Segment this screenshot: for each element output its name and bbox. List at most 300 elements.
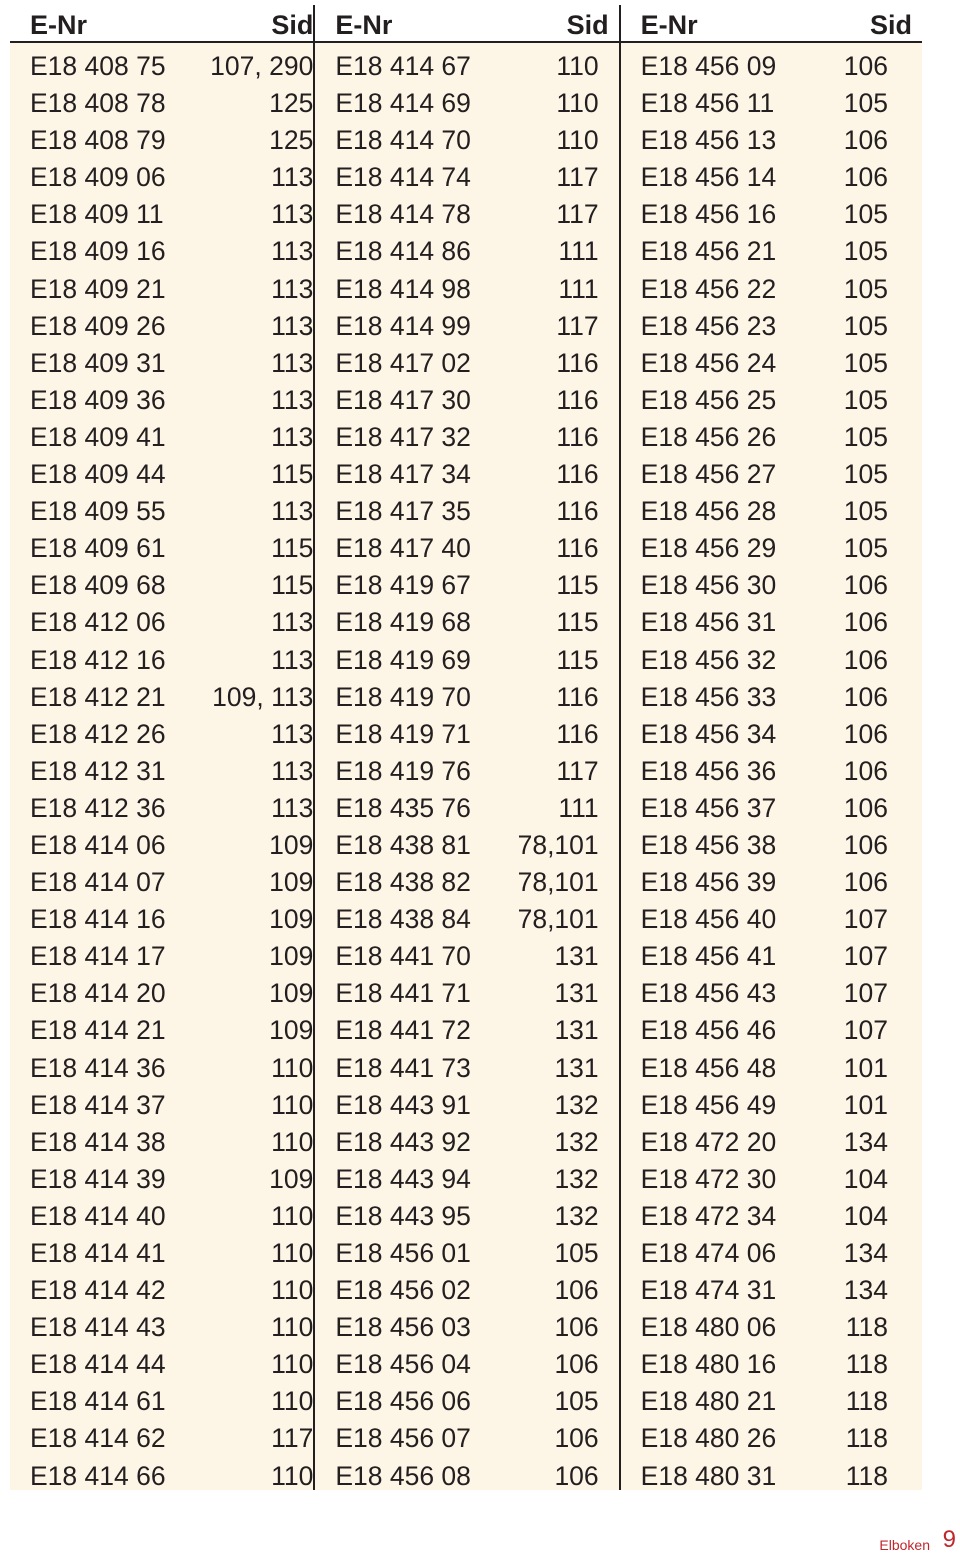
sid-value: 117 bbox=[556, 755, 599, 786]
table-row bbox=[10, 456, 313, 493]
sid-value: 115 bbox=[271, 533, 314, 564]
table-row bbox=[10, 1235, 313, 1272]
e-nr-value: E18 414 39 bbox=[30, 1163, 166, 1194]
e-nr-value: E18 456 03 bbox=[335, 1312, 471, 1343]
sid-value: 113 bbox=[271, 236, 314, 267]
e-nr-value: E18 456 23 bbox=[640, 310, 777, 341]
table-row bbox=[621, 679, 922, 716]
e-nr-value: E18 456 08 bbox=[335, 1460, 471, 1491]
e-nr-value: E18 480 21 bbox=[640, 1386, 777, 1417]
table-row bbox=[10, 1420, 313, 1457]
table-row bbox=[621, 1198, 922, 1235]
e-nr-value: E18 414 74 bbox=[335, 162, 471, 193]
header-sid-label: Sid bbox=[566, 10, 609, 40]
table-row bbox=[10, 1124, 313, 1161]
table-row bbox=[621, 233, 922, 270]
table-row bbox=[315, 716, 618, 753]
table-row bbox=[315, 901, 618, 938]
table-row bbox=[315, 1087, 618, 1124]
sid-value: 117 bbox=[556, 162, 599, 193]
table-row bbox=[621, 864, 922, 901]
sid-value: 105 bbox=[843, 421, 888, 452]
e-nr-value: E18 419 76 bbox=[335, 755, 471, 786]
table-row bbox=[621, 938, 922, 975]
table-row bbox=[10, 159, 313, 196]
e-nr-value: E18 456 30 bbox=[640, 570, 777, 601]
table-row bbox=[315, 679, 618, 716]
e-nr-value: E18 414 67 bbox=[335, 51, 471, 81]
e-nr-value: E18 419 69 bbox=[335, 644, 471, 675]
sid-value: 106 bbox=[843, 125, 888, 156]
sid-value: 115 bbox=[271, 570, 314, 601]
table-row bbox=[315, 1050, 618, 1087]
e-nr-value: E18 414 16 bbox=[30, 904, 166, 935]
e-nr-value: E18 414 78 bbox=[335, 199, 471, 230]
e-nr-value: E18 456 04 bbox=[335, 1349, 471, 1380]
sid-value: 78,101 bbox=[517, 829, 599, 860]
e-nr-value: E18 409 68 bbox=[30, 570, 166, 601]
table-row bbox=[10, 604, 313, 641]
sid-value: 105 bbox=[554, 1238, 599, 1268]
table-row bbox=[315, 48, 618, 85]
sid-value: 113 bbox=[271, 273, 314, 304]
sid-value: 113 bbox=[271, 421, 314, 452]
sid-value: 118 bbox=[845, 1386, 888, 1417]
sid-value: 132 bbox=[554, 1200, 599, 1231]
table-row bbox=[315, 1309, 618, 1346]
table-row bbox=[315, 493, 618, 530]
e-nr-value: E18 408 78 bbox=[30, 88, 166, 119]
e-nr-value: E18 456 25 bbox=[640, 384, 777, 415]
table-row bbox=[621, 1309, 922, 1346]
header-sid-label: Sid bbox=[271, 10, 314, 40]
e-nr-value: E18 456 39 bbox=[640, 867, 777, 898]
sid-value: 110 bbox=[271, 1052, 314, 1083]
table-row bbox=[621, 85, 922, 122]
table-row bbox=[621, 827, 922, 864]
table-row bbox=[621, 308, 922, 345]
e-nr-value: E18 412 06 bbox=[30, 607, 166, 638]
table-row bbox=[315, 233, 618, 270]
sid-value: 134 bbox=[843, 1238, 888, 1268]
e-nr-value: E18 409 06 bbox=[30, 162, 166, 193]
e-nr-value: E18 409 61 bbox=[30, 533, 166, 564]
table-row bbox=[10, 1050, 313, 1087]
table-row bbox=[10, 1012, 313, 1049]
e-nr-value: E18 441 73 bbox=[335, 1052, 471, 1083]
e-nr-value: E18 443 94 bbox=[335, 1163, 471, 1194]
table-row bbox=[10, 679, 313, 716]
sid-value: 110 bbox=[556, 125, 599, 156]
sid-value: 106 bbox=[843, 570, 888, 601]
sid-value: 115 bbox=[271, 459, 314, 490]
table-row bbox=[10, 790, 313, 827]
table-row bbox=[10, 864, 313, 901]
e-nr-value: E18 474 06 bbox=[640, 1238, 777, 1268]
e-nr-value: E18 456 32 bbox=[640, 644, 777, 675]
e-nr-value: E18 414 66 bbox=[30, 1460, 166, 1491]
sid-value: 118 bbox=[845, 1423, 888, 1454]
sid-value: 107 bbox=[843, 1015, 888, 1046]
e-nr-value: E18 414 86 bbox=[335, 236, 471, 267]
table-row bbox=[10, 567, 313, 604]
table-row bbox=[10, 233, 313, 270]
table-row bbox=[621, 1087, 922, 1124]
e-nr-value: E18 409 55 bbox=[30, 496, 166, 527]
e-nr-value: E18 438 84 bbox=[335, 904, 471, 935]
table-row bbox=[315, 938, 618, 975]
e-nr-value: E18 412 31 bbox=[30, 755, 166, 786]
e-nr-value: E18 456 16 bbox=[640, 199, 777, 230]
sid-value: 106 bbox=[843, 644, 888, 675]
e-nr-value: E18 414 07 bbox=[30, 867, 166, 898]
index-column-2 bbox=[313, 5, 618, 1490]
sid-value: 109 bbox=[269, 978, 314, 1009]
e-nr-value: E18 456 13 bbox=[640, 125, 777, 156]
row-list bbox=[621, 48, 922, 1495]
e-nr-value: E18 412 36 bbox=[30, 792, 166, 823]
e-nr-value: E18 414 41 bbox=[30, 1238, 166, 1268]
sid-value: 105 bbox=[843, 273, 888, 304]
table-row bbox=[621, 790, 922, 827]
table-row bbox=[10, 1161, 313, 1198]
sid-value: 110 bbox=[271, 1275, 314, 1306]
e-nr-value: E18 419 71 bbox=[335, 718, 471, 749]
sid-value: 106 bbox=[843, 867, 888, 898]
sid-value: 118 bbox=[845, 1312, 888, 1343]
sid-value: 101 bbox=[843, 1089, 888, 1120]
e-nr-value: E18 456 43 bbox=[640, 978, 777, 1009]
e-nr-value: E18 474 31 bbox=[640, 1275, 777, 1306]
e-nr-value: E18 414 38 bbox=[30, 1126, 166, 1157]
table-row bbox=[621, 271, 922, 308]
e-nr-value: E18 456 48 bbox=[640, 1052, 777, 1083]
e-nr-value: E18 414 69 bbox=[335, 88, 471, 119]
table-row bbox=[315, 827, 618, 864]
index-table bbox=[10, 5, 922, 1490]
table-row bbox=[621, 419, 922, 456]
e-nr-value: E18 414 40 bbox=[30, 1200, 166, 1231]
table-row bbox=[315, 456, 618, 493]
sid-value: 110 bbox=[271, 1200, 314, 1231]
table-row bbox=[10, 530, 313, 567]
table-row bbox=[10, 753, 313, 790]
table-row bbox=[621, 48, 922, 85]
e-nr-value: E18 409 16 bbox=[30, 236, 166, 267]
table-row bbox=[315, 1458, 618, 1495]
sid-value: 113 bbox=[271, 162, 314, 193]
e-nr-value: E18 472 20 bbox=[640, 1126, 777, 1157]
e-nr-value: E18 409 36 bbox=[30, 384, 166, 415]
e-nr-value: E18 456 37 bbox=[640, 792, 777, 823]
sid-value: 105 bbox=[843, 236, 888, 267]
sid-value: 104 bbox=[843, 1163, 888, 1194]
table-row bbox=[621, 1161, 922, 1198]
e-nr-value: E18 472 30 bbox=[640, 1163, 777, 1194]
table-row bbox=[315, 1124, 618, 1161]
e-nr-value: E18 456 11 bbox=[640, 88, 775, 119]
sid-value: 134 bbox=[843, 1275, 888, 1306]
e-nr-value: E18 435 76 bbox=[335, 792, 471, 823]
table-row bbox=[10, 1087, 313, 1124]
table-row bbox=[315, 1012, 618, 1049]
sid-value: 132 bbox=[554, 1126, 599, 1157]
e-nr-value: E18 414 37 bbox=[30, 1089, 166, 1120]
table-row bbox=[621, 1235, 922, 1272]
table-row bbox=[10, 901, 313, 938]
table-row bbox=[315, 419, 618, 456]
sid-value: 116 bbox=[556, 459, 599, 490]
table-row bbox=[10, 196, 313, 233]
e-nr-value: E18 414 06 bbox=[30, 829, 166, 860]
e-nr-value: E18 456 31 bbox=[640, 607, 777, 638]
e-nr-value: E18 456 29 bbox=[640, 533, 777, 564]
table-row bbox=[621, 1458, 922, 1495]
sid-value: 106 bbox=[843, 51, 888, 81]
e-nr-value: E18 456 06 bbox=[335, 1386, 471, 1417]
e-nr-value: E18 414 62 bbox=[30, 1423, 166, 1454]
sid-value: 113 bbox=[271, 384, 314, 415]
e-nr-value: E18 456 34 bbox=[640, 718, 777, 749]
e-nr-value: E18 417 32 bbox=[335, 421, 471, 452]
table-row bbox=[315, 975, 618, 1012]
table-row bbox=[621, 567, 922, 604]
sid-value: 113 bbox=[271, 347, 314, 378]
sid-value: 116 bbox=[556, 533, 599, 564]
table-row bbox=[315, 530, 618, 567]
sid-value: 109, 113 bbox=[212, 681, 314, 712]
e-nr-value: E18 456 02 bbox=[335, 1275, 471, 1306]
sid-value: 105 bbox=[843, 533, 888, 564]
table-row bbox=[315, 345, 618, 382]
sid-value: 118 bbox=[845, 1349, 888, 1380]
e-nr-value: E18 409 44 bbox=[30, 459, 166, 490]
sid-value: 110 bbox=[271, 1089, 314, 1120]
sid-value: 105 bbox=[843, 88, 888, 119]
table-row bbox=[621, 1272, 922, 1309]
table-row bbox=[621, 345, 922, 382]
sid-value: 116 bbox=[556, 421, 599, 452]
e-nr-value: E18 480 16 bbox=[640, 1349, 777, 1380]
e-nr-value: E18 414 61 bbox=[30, 1386, 166, 1417]
table-row bbox=[10, 716, 313, 753]
table-row bbox=[10, 975, 313, 1012]
sid-value: 118 bbox=[845, 1460, 888, 1491]
e-nr-value: E18 456 09 bbox=[640, 51, 777, 81]
e-nr-value: E18 456 46 bbox=[640, 1015, 777, 1046]
e-nr-value: E18 441 72 bbox=[335, 1015, 471, 1046]
e-nr-value: E18 456 40 bbox=[640, 904, 777, 935]
e-nr-value: E18 456 38 bbox=[640, 829, 777, 860]
table-row bbox=[10, 122, 313, 159]
sid-value: 106 bbox=[843, 829, 888, 860]
table-row bbox=[621, 604, 922, 641]
sid-value: 113 bbox=[271, 607, 314, 638]
sid-value: 116 bbox=[556, 718, 599, 749]
table-row bbox=[621, 1124, 922, 1161]
e-nr-value: E18 438 82 bbox=[335, 867, 471, 898]
table-row bbox=[315, 122, 618, 159]
e-nr-value: E18 419 67 bbox=[335, 570, 471, 601]
sid-value: 116 bbox=[556, 681, 599, 712]
sid-value: 104 bbox=[843, 1200, 888, 1231]
e-nr-value: E18 412 21 bbox=[30, 681, 166, 712]
table-row bbox=[315, 382, 618, 419]
e-nr-value: E18 456 33 bbox=[640, 681, 777, 712]
sid-value: 110 bbox=[271, 1460, 314, 1491]
sid-value: 117 bbox=[556, 310, 599, 341]
sid-value: 115 bbox=[556, 644, 599, 675]
sid-value: 113 bbox=[271, 755, 314, 786]
table-row bbox=[315, 567, 618, 604]
sid-value: 106 bbox=[554, 1349, 599, 1380]
sid-value: 115 bbox=[556, 607, 599, 638]
table-row bbox=[315, 604, 618, 641]
e-nr-value: E18 414 98 bbox=[335, 273, 471, 304]
table-row bbox=[10, 1383, 313, 1420]
sid-value: 106 bbox=[843, 718, 888, 749]
sid-value: 109 bbox=[269, 829, 314, 860]
sid-value: 110 bbox=[271, 1386, 314, 1417]
sid-value: 109 bbox=[269, 1163, 314, 1194]
table-row bbox=[10, 1198, 313, 1235]
sid-value: 105 bbox=[843, 310, 888, 341]
index-column-1 bbox=[10, 5, 313, 1490]
e-nr-value: E18 414 17 bbox=[30, 941, 166, 972]
e-nr-value: E18 414 20 bbox=[30, 978, 166, 1009]
sid-value: 110 bbox=[271, 1349, 314, 1380]
table-row bbox=[621, 122, 922, 159]
sid-value: 106 bbox=[554, 1275, 599, 1306]
sid-value: 110 bbox=[556, 51, 599, 81]
e-nr-value: E18 417 34 bbox=[335, 459, 471, 490]
table-row bbox=[315, 790, 618, 827]
header-enr-label: E-Nr bbox=[30, 10, 88, 40]
table-row bbox=[621, 975, 922, 1012]
table-row bbox=[621, 716, 922, 753]
sid-value: 105 bbox=[843, 199, 888, 230]
table-row bbox=[621, 1383, 922, 1420]
sid-value: 105 bbox=[843, 496, 888, 527]
e-nr-value: E18 414 42 bbox=[30, 1275, 166, 1306]
sid-value: 106 bbox=[843, 755, 888, 786]
table-row bbox=[621, 642, 922, 679]
sid-value: 116 bbox=[556, 496, 599, 527]
e-nr-value: E18 417 40 bbox=[335, 533, 471, 564]
table-row bbox=[10, 642, 313, 679]
sid-value: 116 bbox=[556, 347, 599, 378]
e-nr-value: E18 414 44 bbox=[30, 1349, 166, 1380]
sid-value: 78,101 bbox=[517, 904, 599, 935]
e-nr-value: E18 456 28 bbox=[640, 496, 777, 527]
e-nr-value: E18 412 16 bbox=[30, 644, 166, 675]
table-row bbox=[621, 530, 922, 567]
table-row bbox=[315, 85, 618, 122]
e-nr-value: E18 480 26 bbox=[640, 1423, 777, 1454]
e-nr-value: E18 456 14 bbox=[640, 162, 777, 193]
sid-value: 132 bbox=[554, 1163, 599, 1194]
e-nr-value: E18 443 91 bbox=[335, 1089, 471, 1120]
sid-value: 110 bbox=[271, 1238, 314, 1268]
table-row bbox=[10, 382, 313, 419]
table-row bbox=[315, 271, 618, 308]
header-enr-label: E-Nr bbox=[640, 10, 698, 40]
e-nr-value: E18 441 71 bbox=[335, 978, 471, 1009]
table-row bbox=[621, 456, 922, 493]
sid-value: 117 bbox=[271, 1423, 314, 1454]
e-nr-value: E18 417 30 bbox=[335, 384, 471, 415]
e-nr-value: E18 414 43 bbox=[30, 1312, 166, 1343]
table-row bbox=[315, 1198, 618, 1235]
sid-value: 111 bbox=[558, 273, 599, 304]
table-row bbox=[315, 159, 618, 196]
sid-value: 113 bbox=[271, 792, 314, 823]
table-row bbox=[315, 1346, 618, 1383]
sid-value: 106 bbox=[554, 1312, 599, 1343]
table-row bbox=[621, 1050, 922, 1087]
e-nr-value: E18 409 21 bbox=[30, 273, 166, 304]
sid-value: 105 bbox=[843, 347, 888, 378]
sid-value: 134 bbox=[843, 1126, 888, 1157]
sid-value: 109 bbox=[269, 867, 314, 898]
e-nr-value: E18 419 68 bbox=[335, 607, 471, 638]
e-nr-value: E18 414 99 bbox=[335, 310, 471, 341]
table-row bbox=[10, 48, 313, 85]
table-row bbox=[10, 1346, 313, 1383]
sid-value: 105 bbox=[554, 1386, 599, 1417]
sid-value: 111 bbox=[558, 792, 599, 823]
sid-value: 125 bbox=[269, 125, 314, 156]
table-row bbox=[315, 864, 618, 901]
e-nr-value: E18 408 79 bbox=[30, 125, 166, 156]
table-row bbox=[10, 345, 313, 382]
sid-value: 78,101 bbox=[517, 867, 599, 898]
e-nr-value: E18 409 11 bbox=[30, 199, 164, 230]
sid-value: 125 bbox=[269, 88, 314, 119]
e-nr-value: E18 456 07 bbox=[335, 1423, 471, 1454]
sid-value: 131 bbox=[554, 1052, 599, 1083]
table-row bbox=[315, 753, 618, 790]
table-row bbox=[621, 196, 922, 233]
table-row bbox=[10, 271, 313, 308]
sid-value: 109 bbox=[269, 1015, 314, 1046]
sid-value: 131 bbox=[554, 978, 599, 1009]
sid-value: 105 bbox=[843, 459, 888, 490]
e-nr-value: E18 480 06 bbox=[640, 1312, 777, 1343]
sid-value: 109 bbox=[269, 904, 314, 935]
e-nr-value: E18 414 21 bbox=[30, 1015, 166, 1046]
table-row bbox=[10, 1272, 313, 1309]
sid-value: 110 bbox=[271, 1312, 314, 1343]
e-nr-value: E18 417 35 bbox=[335, 496, 471, 527]
sid-value: 132 bbox=[554, 1089, 599, 1120]
header-enr-label: E-Nr bbox=[335, 10, 393, 40]
sid-value: 107 bbox=[843, 941, 888, 972]
table-row bbox=[315, 1383, 618, 1420]
table-row bbox=[315, 308, 618, 345]
e-nr-value: E18 414 36 bbox=[30, 1052, 166, 1083]
column-header bbox=[10, 5, 313, 43]
e-nr-value: E18 414 70 bbox=[335, 125, 471, 156]
e-nr-value: E18 456 22 bbox=[640, 273, 777, 304]
sid-value: 106 bbox=[843, 681, 888, 712]
sid-value: 106 bbox=[554, 1423, 599, 1454]
sid-value: 113 bbox=[271, 718, 314, 749]
table-row bbox=[315, 196, 618, 233]
sid-value: 110 bbox=[271, 1126, 314, 1157]
sid-value: 113 bbox=[271, 644, 314, 675]
index-column-3 bbox=[619, 5, 922, 1490]
